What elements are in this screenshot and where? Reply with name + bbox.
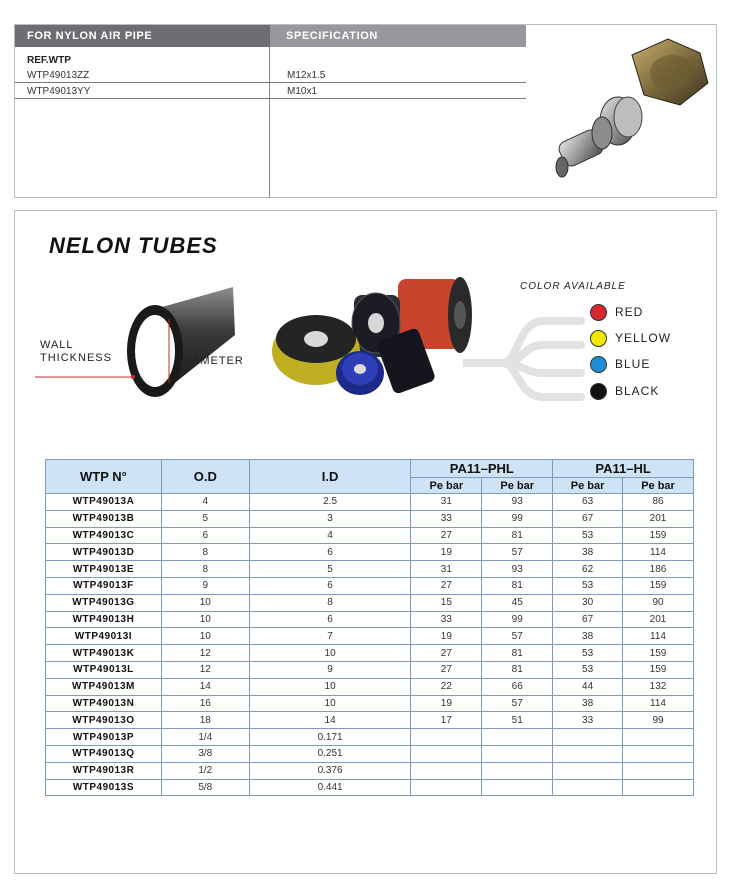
table-row — [46, 544, 694, 561]
cell-hl-pe-bar-2: 90 — [623, 594, 694, 611]
col-header-pe-bar: Pe bar — [553, 478, 623, 494]
tube-spec-table-body — [46, 494, 694, 796]
cell-id: 3 — [249, 510, 411, 527]
table-row — [46, 661, 694, 678]
cell-hl-pe-bar-1: 67 — [553, 611, 623, 628]
cell-phl-pe-bar-1: 15 — [411, 594, 482, 611]
cell-id: 6 — [249, 611, 411, 628]
cell-phl-pe-bar-1 — [411, 762, 482, 779]
cell-id: 10 — [249, 678, 411, 695]
table-row — [46, 561, 694, 578]
wall-thickness-label — [40, 339, 112, 365]
cell-hl-pe-bar-1: 38 — [553, 628, 623, 645]
table-row — [46, 628, 694, 645]
cell-hl-pe-bar-1 — [553, 729, 623, 746]
col-header-pe-bar: Pe bar — [411, 478, 482, 494]
cell-id: 8 — [249, 594, 411, 611]
cell-hl-pe-bar-2 — [623, 779, 694, 796]
cell-id: 0.441 — [249, 779, 411, 796]
cell-hl-pe-bar-2: 201 — [623, 510, 694, 527]
cell-hl-pe-bar-2 — [623, 762, 694, 779]
cell-hl-pe-bar-2 — [623, 729, 694, 746]
color-option-red — [590, 302, 643, 322]
cell-id: 5 — [249, 561, 411, 578]
cell-phl-pe-bar-1: 22 — [411, 678, 482, 695]
cell-od: 1/4 — [161, 729, 249, 746]
cell-od: 8 — [161, 544, 249, 561]
cell-phl-pe-bar-1: 27 — [411, 645, 482, 662]
cell-od: 4 — [161, 494, 249, 511]
cell-ref: WTP49013C — [46, 527, 162, 544]
cell-id: 6 — [249, 577, 411, 594]
cell-id: 0.171 — [249, 729, 411, 746]
table-row — [46, 611, 694, 628]
cell-ref: WTP49013R — [46, 762, 162, 779]
fitting-ref: WTP49013YY — [27, 86, 91, 97]
color-swatch-black — [590, 383, 607, 400]
header-nylon-air-pipe: FOR NYLON AIR PIPE — [15, 25, 270, 47]
page-title: NELON TUBES — [49, 233, 218, 258]
cell-id: 0.376 — [249, 762, 411, 779]
cell-ref: WTP49013N — [46, 695, 162, 712]
cell-phl-pe-bar-2: 57 — [482, 695, 553, 712]
table-row — [46, 510, 694, 527]
cell-phl-pe-bar-2: 81 — [482, 577, 553, 594]
cell-od: 1/2 — [161, 762, 249, 779]
table-row — [46, 729, 694, 746]
cell-phl-pe-bar-2: 57 — [482, 628, 553, 645]
cell-phl-pe-bar-1: 17 — [411, 712, 482, 729]
cell-hl-pe-bar-2: 159 — [623, 577, 694, 594]
cell-ref: WTP49013Q — [46, 745, 162, 762]
cell-id: 2.5 — [249, 494, 411, 511]
cell-ref: WTP49013F — [46, 577, 162, 594]
header-specification: SPECIFICATION — [270, 25, 526, 47]
fitting-row — [15, 67, 526, 83]
col-header-ref: WTP N° — [46, 460, 162, 494]
cell-id: 14 — [249, 712, 411, 729]
table-row — [46, 745, 694, 762]
cell-phl-pe-bar-2: 45 — [482, 594, 553, 611]
cell-phl-pe-bar-2 — [482, 779, 553, 796]
color-name: BLUE — [615, 357, 651, 371]
cell-phl-pe-bar-2: 66 — [482, 678, 553, 695]
ref-label: REF.WTP — [27, 55, 71, 66]
cell-od: 5/8 — [161, 779, 249, 796]
cell-hl-pe-bar-1: 53 — [553, 577, 623, 594]
cell-phl-pe-bar-1: 27 — [411, 577, 482, 594]
cell-hl-pe-bar-2: 86 — [623, 494, 694, 511]
cell-phl-pe-bar-1: 19 — [411, 544, 482, 561]
cell-phl-pe-bar-2 — [482, 745, 553, 762]
color-option-yellow — [590, 328, 671, 348]
cell-hl-pe-bar-1 — [553, 779, 623, 796]
cell-ref: WTP49013M — [46, 678, 162, 695]
cell-hl-pe-bar-1: 33 — [553, 712, 623, 729]
nylon-tubes-panel — [14, 210, 717, 874]
cell-phl-pe-bar-2: 51 — [482, 712, 553, 729]
color-option-blue — [590, 354, 650, 374]
cell-hl-pe-bar-1: 63 — [553, 494, 623, 511]
cell-phl-pe-bar-1 — [411, 729, 482, 746]
diameter-label: DIAMETER — [179, 355, 244, 367]
tube-spec-table — [45, 459, 694, 796]
cell-od: 18 — [161, 712, 249, 729]
cell-od: 12 — [161, 645, 249, 662]
table-row — [46, 494, 694, 511]
cell-hl-pe-bar-1: 53 — [553, 661, 623, 678]
cell-hl-pe-bar-1: 67 — [553, 510, 623, 527]
cell-hl-pe-bar-2: 201 — [623, 611, 694, 628]
cell-phl-pe-bar-2: 81 — [482, 645, 553, 662]
cell-ref: WTP49013A — [46, 494, 162, 511]
cell-id: 10 — [249, 695, 411, 712]
cell-hl-pe-bar-1 — [553, 762, 623, 779]
cell-id: 4 — [249, 527, 411, 544]
cell-ref: WTP49013S — [46, 779, 162, 796]
cell-phl-pe-bar-2: 81 — [482, 527, 553, 544]
color-swatch-yellow — [590, 330, 607, 347]
cell-id: 7 — [249, 628, 411, 645]
col-header-pe-bar: Pe bar — [623, 478, 694, 494]
cell-phl-pe-bar-1: 19 — [411, 628, 482, 645]
cell-phl-pe-bar-2: 93 — [482, 561, 553, 578]
cell-od: 16 — [161, 695, 249, 712]
color-swatch-red — [590, 304, 607, 321]
col-header-pa11-hl: PA11–HL — [553, 460, 694, 478]
cell-hl-pe-bar-1: 53 — [553, 645, 623, 662]
cell-id: 9 — [249, 661, 411, 678]
cell-od: 3/8 — [161, 745, 249, 762]
color-swatch-blue — [590, 356, 607, 373]
cell-phl-pe-bar-2 — [482, 729, 553, 746]
cell-ref: WTP49013D — [46, 544, 162, 561]
cell-od: 14 — [161, 678, 249, 695]
color-name: YELLOW — [615, 331, 672, 345]
color-name: BLACK — [615, 384, 660, 398]
table-row — [46, 577, 694, 594]
col-header-id: I.D — [249, 460, 411, 494]
cell-hl-pe-bar-2: 159 — [623, 527, 694, 544]
cell-hl-pe-bar-1: 38 — [553, 544, 623, 561]
cell-phl-pe-bar-1: 27 — [411, 661, 482, 678]
cell-hl-pe-bar-1: 38 — [553, 695, 623, 712]
cell-hl-pe-bar-2: 114 — [623, 544, 694, 561]
color-option-black — [590, 381, 659, 401]
fittings-header — [15, 25, 526, 47]
cell-hl-pe-bar-1: 30 — [553, 594, 623, 611]
cell-hl-pe-bar-2: 159 — [623, 661, 694, 678]
cell-phl-pe-bar-2: 93 — [482, 494, 553, 511]
cell-hl-pe-bar-2 — [623, 745, 694, 762]
cell-od: 9 — [161, 577, 249, 594]
wall-label-line2: THICKNESS — [40, 352, 112, 364]
cell-id: 0.251 — [249, 745, 411, 762]
cell-ref: WTP49013B — [46, 510, 162, 527]
table-row — [46, 527, 694, 544]
cell-od: 8 — [161, 561, 249, 578]
cell-ref: WTP49013H — [46, 611, 162, 628]
tube-reels-photo — [268, 273, 478, 403]
cell-phl-pe-bar-1: 31 — [411, 494, 482, 511]
col-header-od: O.D — [161, 460, 249, 494]
cell-hl-pe-bar-2: 186 — [623, 561, 694, 578]
cell-phl-pe-bar-1: 33 — [411, 510, 482, 527]
table-row — [46, 762, 694, 779]
fitting-spec: M10x1 — [287, 86, 318, 97]
cell-phl-pe-bar-1 — [411, 745, 482, 762]
cell-ref: WTP49013O — [46, 712, 162, 729]
cell-hl-pe-bar-2: 114 — [623, 695, 694, 712]
cell-phl-pe-bar-2 — [482, 762, 553, 779]
cell-hl-pe-bar-2: 99 — [623, 712, 694, 729]
cell-od: 10 — [161, 611, 249, 628]
fitting-row — [15, 83, 526, 99]
cell-hl-pe-bar-2: 159 — [623, 645, 694, 662]
cell-phl-pe-bar-2: 57 — [482, 544, 553, 561]
cell-phl-pe-bar-2: 99 — [482, 611, 553, 628]
cell-od: 12 — [161, 661, 249, 678]
cell-id: 6 — [249, 544, 411, 561]
cell-hl-pe-bar-1: 62 — [553, 561, 623, 578]
cell-ref: WTP49013E — [46, 561, 162, 578]
table-row — [46, 678, 694, 695]
cell-id: 10 — [249, 645, 411, 662]
color-available-title: COLOR AVAILABLE — [520, 281, 626, 292]
cell-ref: WTP49013I — [46, 628, 162, 645]
cell-phl-pe-bar-1: 31 — [411, 561, 482, 578]
cell-hl-pe-bar-1 — [553, 745, 623, 762]
cell-ref: WTP49013G — [46, 594, 162, 611]
fittings-panel — [14, 24, 717, 198]
cell-od: 5 — [161, 510, 249, 527]
cell-phl-pe-bar-1: 33 — [411, 611, 482, 628]
cell-phl-pe-bar-2: 99 — [482, 510, 553, 527]
cell-od: 10 — [161, 628, 249, 645]
table-row — [46, 594, 694, 611]
table-row — [46, 779, 694, 796]
cell-ref: WTP49013L — [46, 661, 162, 678]
col-header-pa11-phl: PA11–PHL — [411, 460, 553, 478]
cell-phl-pe-bar-1 — [411, 779, 482, 796]
col-header-pe-bar: Pe bar — [482, 478, 553, 494]
table-row — [46, 695, 694, 712]
fitting-spec: M12x1.5 — [287, 70, 326, 81]
color-name: RED — [615, 305, 644, 319]
cell-od: 6 — [161, 527, 249, 544]
cell-hl-pe-bar-2: 114 — [623, 628, 694, 645]
table-row — [46, 712, 694, 729]
colors-branch-arrow — [463, 303, 593, 403]
cell-od: 10 — [161, 594, 249, 611]
cell-phl-pe-bar-1: 27 — [411, 527, 482, 544]
wall-label-line1: WALL — [40, 339, 74, 351]
cell-hl-pe-bar-2: 132 — [623, 678, 694, 695]
cell-ref: WTP49013K — [46, 645, 162, 662]
cell-phl-pe-bar-1: 19 — [411, 695, 482, 712]
cell-ref: WTP49013P — [46, 729, 162, 746]
cell-phl-pe-bar-2: 81 — [482, 661, 553, 678]
fittings-photo — [540, 33, 715, 188]
table-row — [46, 645, 694, 662]
cell-hl-pe-bar-1: 44 — [553, 678, 623, 695]
fitting-ref: WTP49013ZZ — [27, 70, 90, 81]
cell-hl-pe-bar-1: 53 — [553, 527, 623, 544]
